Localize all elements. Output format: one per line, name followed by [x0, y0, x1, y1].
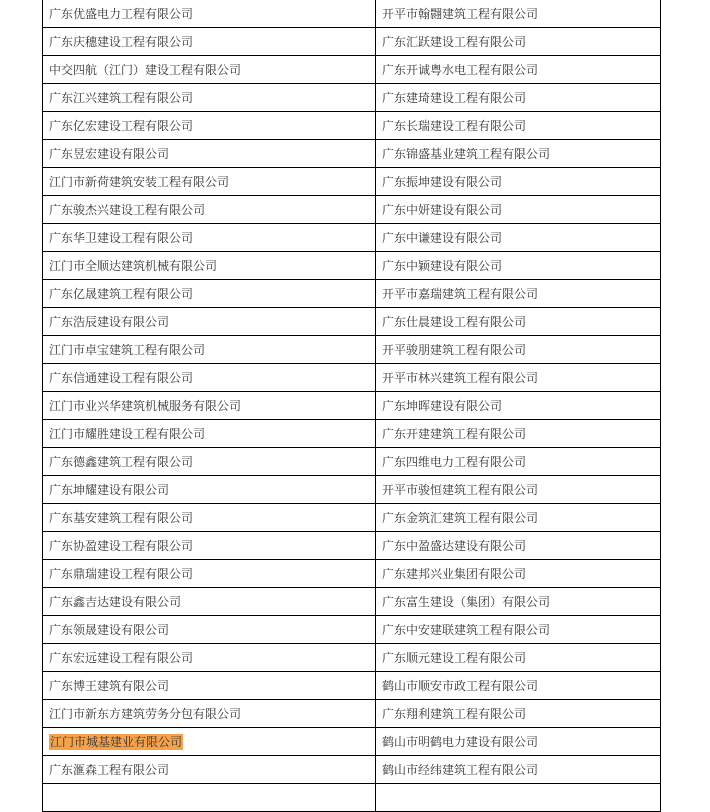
right-cell — [376, 280, 661, 308]
table-row — [43, 84, 661, 112]
company-name: 广东协盈建设工程有限公司 — [49, 538, 194, 553]
left-cell — [43, 224, 376, 252]
company-name: 广东顺元建设工程有限公司 — [382, 650, 527, 665]
left-cell — [43, 28, 376, 56]
left-cell — [43, 364, 376, 392]
company-name: 广东开建建筑工程有限公司 — [382, 426, 527, 441]
left-cell — [43, 0, 376, 28]
company-name: 江门市卓宝建筑工程有限公司 — [49, 342, 206, 357]
table-row — [43, 28, 661, 56]
highlighted-company-name: 江门市城基建业有限公司 — [50, 734, 183, 749]
table-row — [43, 756, 661, 784]
company-name: 广东宏远建设工程有限公司 — [49, 650, 194, 665]
right-cell — [376, 700, 661, 728]
company-list-table — [42, 0, 661, 812]
left-cell — [43, 588, 376, 616]
table-row — [43, 700, 661, 728]
left-cell — [43, 56, 376, 84]
company-name: 广东优盛电力工程有限公司 — [49, 6, 194, 21]
company-name: 广东中盈盛达建设有限公司 — [382, 538, 527, 553]
company-name: 开平市林兴建筑工程有限公司 — [382, 370, 539, 385]
document-page — [42, 0, 660, 812]
table-body — [43, 0, 661, 812]
company-name: 江门市全顺达建筑机械有限公司 — [49, 258, 218, 273]
right-cell — [376, 672, 661, 700]
company-name: 广东坤耀建设有限公司 — [49, 482, 170, 497]
table-row — [43, 504, 661, 532]
company-name: 广东振坤建设有限公司 — [382, 174, 503, 189]
company-name: 广东中颖建设有限公司 — [382, 258, 503, 273]
company-name: 开平市骏恒建筑工程有限公司 — [382, 482, 539, 497]
table-row — [43, 252, 661, 280]
company-name: 广东金筑汇建筑工程有限公司 — [382, 510, 539, 525]
right-cell — [376, 56, 661, 84]
left-cell — [43, 504, 376, 532]
table-row — [43, 728, 661, 756]
company-name: 广东锦盛基业建筑工程有限公司 — [382, 146, 551, 161]
right-cell — [376, 140, 661, 168]
left-cell — [43, 728, 376, 756]
company-name: 广东坤晖建设有限公司 — [382, 398, 503, 413]
company-name: 广东浩辰建设有限公司 — [49, 314, 170, 329]
company-name: 鹤山市明鹤电力建设有限公司 — [382, 734, 539, 749]
right-cell — [376, 0, 661, 28]
company-name: 广东仕晨建设工程有限公司 — [382, 314, 527, 329]
right-cell — [376, 728, 661, 756]
table-row — [43, 0, 661, 28]
company-name: 开平市嘉瑞建筑工程有限公司 — [382, 286, 539, 301]
company-name: 广东华卫建设工程有限公司 — [49, 230, 194, 245]
company-name: 广东博王建筑有限公司 — [49, 678, 170, 693]
right-cell — [376, 448, 661, 476]
right-cell — [376, 308, 661, 336]
left-cell — [43, 168, 376, 196]
company-name: 广东亿宏建设工程有限公司 — [49, 118, 194, 133]
company-name: 广东四维电力工程有限公司 — [382, 454, 527, 469]
company-name: 广东领晟建设有限公司 — [49, 622, 170, 637]
right-cell — [376, 112, 661, 140]
table-row — [43, 364, 661, 392]
left-cell — [43, 560, 376, 588]
right-cell — [376, 476, 661, 504]
table-row — [43, 224, 661, 252]
right-cell — [376, 532, 661, 560]
company-name: 鹤山市顺安市政工程有限公司 — [382, 678, 539, 693]
company-name: 广东滙森工程有限公司 — [49, 762, 170, 777]
company-name: 广东昱宏建设有限公司 — [49, 146, 170, 161]
left-cell — [43, 252, 376, 280]
table-row-partial — [43, 784, 661, 812]
left-cell — [43, 672, 376, 700]
table-row — [43, 476, 661, 504]
right-cell — [376, 252, 661, 280]
table-row — [43, 532, 661, 560]
left-cell — [43, 140, 376, 168]
left-cell — [43, 784, 376, 812]
right-cell — [376, 336, 661, 364]
company-name: 广东基安建筑工程有限公司 — [49, 510, 194, 525]
right-cell — [376, 756, 661, 784]
company-name: 江门市新荷建筑安装工程有限公司 — [49, 174, 230, 189]
company-name: 广东骏杰兴建设工程有限公司 — [49, 202, 206, 217]
table-row — [43, 672, 661, 700]
right-cell — [376, 168, 661, 196]
table-row — [43, 616, 661, 644]
right-cell — [376, 616, 661, 644]
table-row — [43, 336, 661, 364]
table-row — [43, 308, 661, 336]
right-cell — [376, 644, 661, 672]
company-name: 开平市翰翾建筑工程有限公司 — [382, 6, 539, 21]
company-name: 广东富生建设（集团）有限公司 — [382, 594, 551, 609]
company-name: 广东翔利建筑工程有限公司 — [382, 706, 527, 721]
company-name: 广东江兴建筑工程有限公司 — [49, 90, 194, 105]
right-cell — [376, 392, 661, 420]
company-name: 广东亿晟建筑工程有限公司 — [49, 286, 194, 301]
right-cell — [376, 28, 661, 56]
left-cell — [43, 532, 376, 560]
left-cell — [43, 392, 376, 420]
right-cell — [376, 560, 661, 588]
left-cell — [43, 448, 376, 476]
right-cell — [376, 784, 661, 812]
right-cell — [376, 504, 661, 532]
company-name: 中交四航（江门）建设工程有限公司 — [49, 62, 242, 77]
right-cell — [376, 588, 661, 616]
company-name: 广东庆穗建设工程有限公司 — [49, 34, 194, 49]
left-cell — [43, 700, 376, 728]
table-row — [43, 196, 661, 224]
left-cell — [43, 476, 376, 504]
company-name: 广东德鑫建筑工程有限公司 — [49, 454, 194, 469]
left-cell — [43, 280, 376, 308]
left-cell — [43, 420, 376, 448]
company-name: 江门市业兴华建筑机械服务有限公司 — [49, 398, 242, 413]
left-cell — [43, 756, 376, 784]
company-name: 广东开诚粤水电工程有限公司 — [382, 62, 539, 77]
company-name: 广东信通建设工程有限公司 — [49, 370, 194, 385]
company-name: 江门市耀胜建设工程有限公司 — [49, 426, 206, 441]
table-row — [43, 644, 661, 672]
table-row — [43, 56, 661, 84]
table-row — [43, 112, 661, 140]
right-cell — [376, 224, 661, 252]
company-name: 开平骏朋建筑工程有限公司 — [382, 342, 527, 357]
company-name: 广东建邦兴业集团有限公司 — [382, 566, 527, 581]
company-name: 江门市新东方建筑劳务分包有限公司 — [49, 706, 242, 721]
right-cell — [376, 84, 661, 112]
company-name: 广东汇跃建设工程有限公司 — [382, 34, 527, 49]
company-name: 广东中妍建设有限公司 — [382, 202, 503, 217]
left-cell — [43, 616, 376, 644]
table-row — [43, 280, 661, 308]
table-row — [43, 392, 661, 420]
left-cell — [43, 112, 376, 140]
left-cell — [43, 308, 376, 336]
table-row — [43, 560, 661, 588]
company-name: 广东长瑞建设工程有限公司 — [382, 118, 527, 133]
company-name: 广东中谦建设有限公司 — [382, 230, 503, 245]
left-cell — [43, 644, 376, 672]
table-row — [43, 588, 661, 616]
table-row — [43, 448, 661, 476]
company-name: 广东鼎瑞建设工程有限公司 — [49, 566, 194, 581]
company-name: 鹤山市经纬建筑工程有限公司 — [382, 762, 539, 777]
left-cell — [43, 196, 376, 224]
right-cell — [376, 420, 661, 448]
left-cell — [43, 336, 376, 364]
company-name: 广东建琦建设工程有限公司 — [382, 90, 527, 105]
table-row — [43, 140, 661, 168]
right-cell — [376, 196, 661, 224]
company-name: 广东鑫吉达建设有限公司 — [49, 594, 182, 609]
left-cell — [43, 84, 376, 112]
right-cell — [376, 364, 661, 392]
table-row — [43, 168, 661, 196]
company-name: 广东中安建联建筑工程有限公司 — [382, 622, 551, 637]
table-row — [43, 420, 661, 448]
